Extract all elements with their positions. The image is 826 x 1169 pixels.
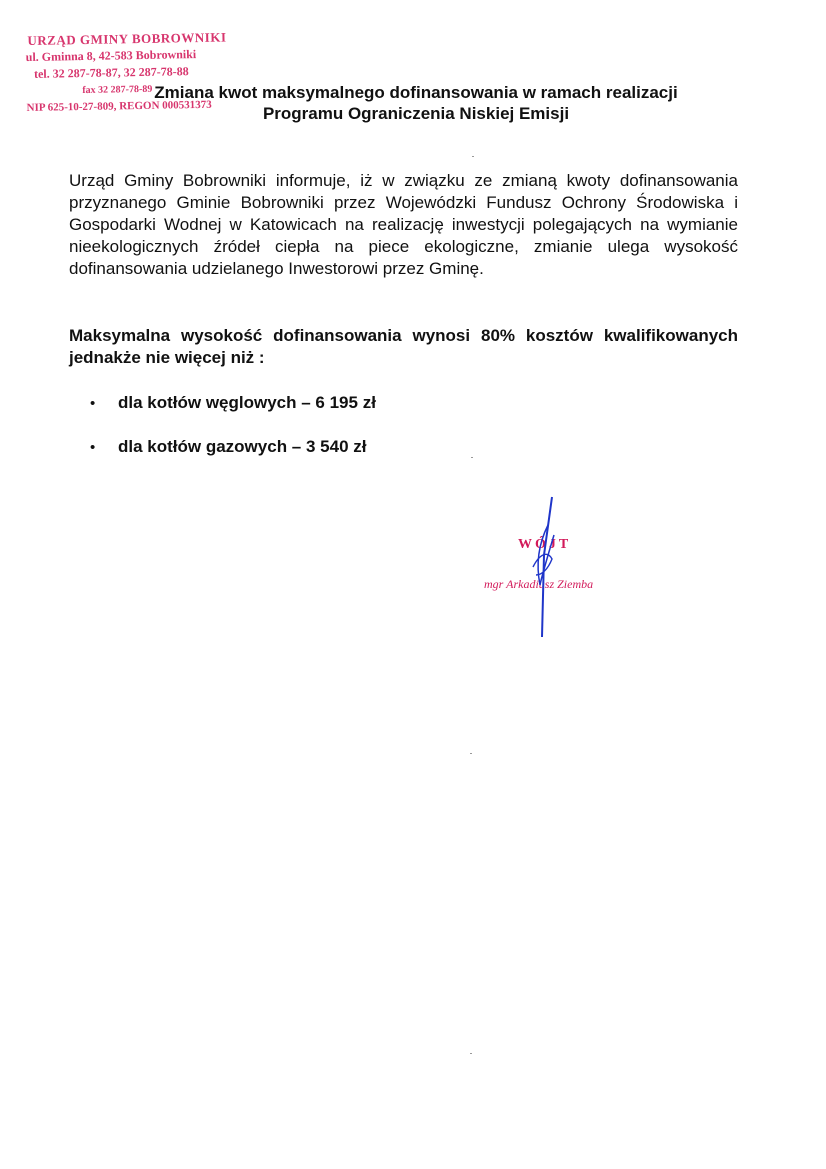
funding-limits-list <box>90 392 590 480</box>
announcement-paragraph: Urząd Gminy Bobrowniki informuje, iż w związku ze zmianą kwoty dofinansowania przyznanego Gminie Bobrowniki przez Wojewódzki Fundusz Ochrony Środowiska i Gospodarki Wodnej w Katowicach na realizację inwestycji polegających na wymianie nieekologicznych źródeł ciepła na piece ekologiczne, zmianie ulega wysokość dofinansowania udzielanego Inwestorowi przez Gminę. <box>69 171 738 278</box>
stamp-line-nip-regon: NIP 625-10-27-809, REGON 000531373 <box>26 98 212 115</box>
list-item-text: dla kotłów węglowych – 6 195 zł <box>118 393 376 412</box>
signature-title: WÓJT <box>518 537 572 552</box>
list-item <box>90 392 590 414</box>
stamp-line-phone: tel. 32 287-78-87, 32 287-78-88 <box>33 64 189 81</box>
max-funding-statement: Maksymalna wysokość dofinansowania wynosi 80% kosztów kwalifikowanych jednakże nie więcej niż : <box>69 326 738 367</box>
scan-speck <box>470 753 472 754</box>
signature-block <box>478 495 648 645</box>
stamp-line-office: URZĄD GMINY BOBROWNIKI <box>27 29 227 48</box>
scan-speck <box>472 156 474 157</box>
bullet-icon: • <box>90 438 96 456</box>
stamp-line-address: ul. Gminna 8, 42-583 Bobrowniki <box>25 47 197 65</box>
title-line-1: Zmiana kwot maksymalnego dofinansowania w ramach realizacji <box>154 83 678 102</box>
handwritten-signature-icon <box>478 495 648 645</box>
document-title <box>96 82 736 124</box>
stamp-line-fax: fax 32 287-78-89 <box>82 83 153 97</box>
scan-speck <box>470 1053 472 1054</box>
signature-name: mgr Arkadiusz Ziemba <box>484 577 594 591</box>
bullet-icon: • <box>90 394 96 412</box>
list-item-text: dla kotłów gazowych – 3 540 zł <box>118 437 367 456</box>
list-item <box>90 436 590 458</box>
title-line-2: Programu Ograniczenia Niskiej Emisji <box>262 104 570 123</box>
